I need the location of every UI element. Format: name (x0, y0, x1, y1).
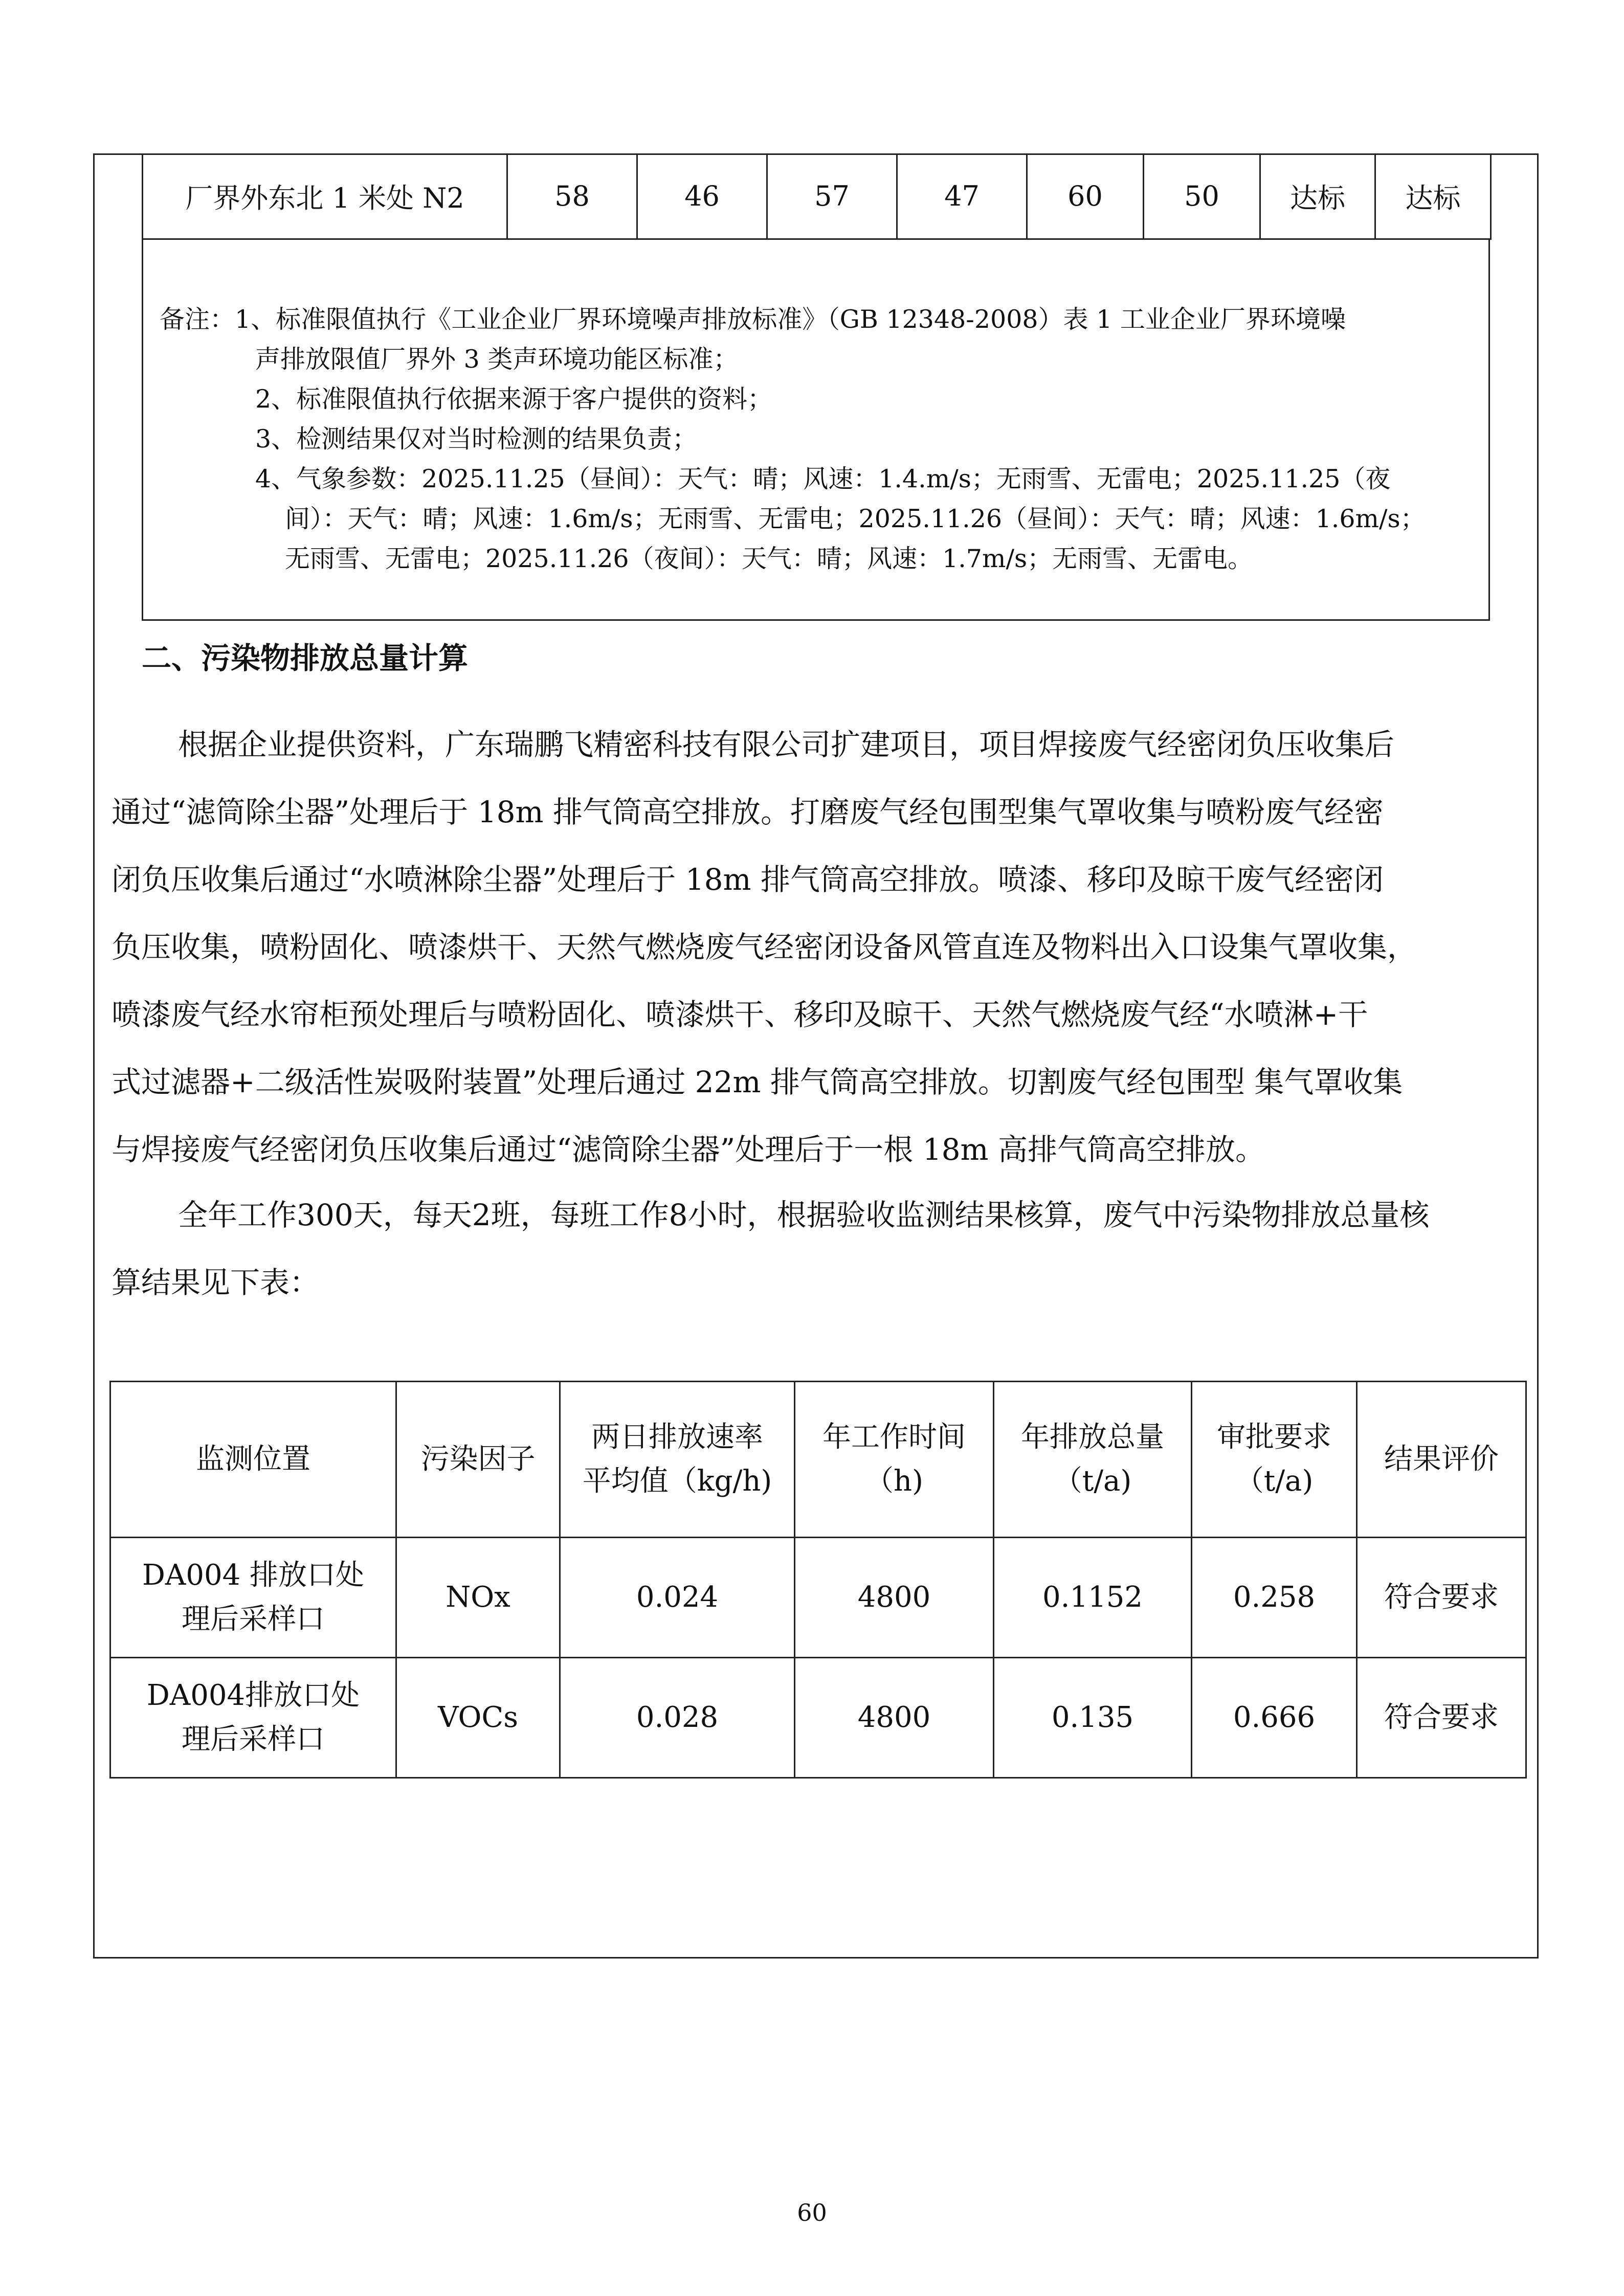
remark-line: 声排放限值厂界外 3 类声环境功能区标准； (255, 345, 739, 374)
cell-location-line: DA004排放口处 (146, 1679, 360, 1712)
noise-eval-night: 达标 (1375, 153, 1491, 239)
noise-value: 57 (767, 153, 897, 239)
cell-result: 符合要求 (1357, 1658, 1526, 1778)
cell-rate: 0.024 (560, 1538, 795, 1658)
paragraph-line: 喷漆废气经水帘柜预处理后与喷粉固化、喷漆烘干、移印及晾干、天然气燃烧废气经“水喷淋+干 (112, 997, 1368, 1032)
cell-hours: 4800 (795, 1538, 994, 1658)
paragraph-line: 负压收集，喷粉固化、喷漆烘干、天然气燃烧废气经密闭设备风管直连及物料出入口设集气罩收集， (112, 930, 1417, 964)
page-number: 60 (797, 2199, 827, 2226)
cell-factor: NOx (396, 1538, 560, 1658)
header-location: 监测位置 (110, 1382, 396, 1538)
cell-approved: 0.258 (1192, 1538, 1357, 1658)
noise-location: 厂界外东北 1 米处 N2 (143, 153, 507, 239)
remark-line: 无雨雪、无雷电；2025.11.26（夜间）：天气：晴；风速：1.7m/s；无雨雪、无雷电。 (285, 544, 1253, 573)
remark-line: 3、检测结果仅对当时检测的结果负责； (255, 424, 698, 454)
paragraph-line: 算结果见下表： (112, 1265, 320, 1300)
paragraph-line: 根据企业提供资料，广东瑞鹏飞精密科技有限公司扩建项目，项目焊接废气经密闭负压收集后 (178, 727, 1395, 762)
cell-location-line: DA004 排放口处 (142, 1559, 365, 1592)
remark-line: 2、标准限值执行依据来源于客户提供的资料； (255, 385, 773, 414)
noise-value: 58 (507, 153, 637, 239)
noise-value: 50 (1144, 153, 1260, 239)
cell-approved: 0.666 (1192, 1658, 1357, 1778)
emission-totals-table (109, 1381, 1527, 1779)
cell-location-line: 理后采样口 (182, 1723, 325, 1756)
paragraph-line: 全年工作300天，每天2班，每班工作8小时，根据验收监测结果核算，废气中污染物排放总量核 (178, 1198, 1430, 1232)
paragraph-1 (112, 711, 1523, 1183)
section-title: 二、污染物排放总量计算 (142, 641, 469, 676)
cell-total: 0.1152 (994, 1538, 1192, 1658)
header-approved (1192, 1382, 1357, 1538)
table-row (110, 1538, 1526, 1658)
header-rate-line: 两日排放速率 (591, 1421, 763, 1454)
table-row (110, 1658, 1526, 1778)
cell-location-line: 理后采样口 (182, 1603, 325, 1636)
header-hours (795, 1382, 994, 1538)
noise-value: 60 (1027, 153, 1144, 239)
header-total-line: （t/a) (1053, 1465, 1132, 1498)
header-rate-line: 平均值（kg/h) (582, 1465, 772, 1498)
remark-line (160, 300, 1474, 340)
remark-line: 4、气象参数：2025.11.25（昼间）：天气：晴；风速：1.4.m/s；无雨雪、无雷电；2025.11.25（夜 (255, 464, 1391, 493)
remark-prefix: 备注： (160, 305, 235, 334)
header-approved-line: （t/a) (1235, 1465, 1314, 1498)
header-rate (560, 1382, 795, 1538)
header-total-line: 年排放总量 (1021, 1421, 1164, 1454)
cell-total: 0.135 (994, 1658, 1192, 1778)
header-hours-line: （h) (865, 1465, 923, 1498)
header-approved-line: 审批要求 (1217, 1421, 1331, 1454)
paragraph-line: 与焊接废气经密闭负压收集后通过“滤筒除尘器”处理后于一根 18m 高排气筒高空排放。 (112, 1132, 1265, 1167)
paragraph-line: 通过“滤筒除尘器”处理后于 18m 排气筒高空排放。打磨废气经包围型集气罩收集与喷粉废气经密 (112, 795, 1384, 829)
remarks-box (142, 238, 1490, 621)
noise-value: 47 (897, 153, 1027, 239)
header-result: 结果评价 (1357, 1382, 1526, 1538)
table-row (143, 153, 1491, 239)
cell-rate: 0.028 (560, 1658, 795, 1778)
table-header-row (110, 1382, 1526, 1538)
cell-factor: VOCs (396, 1658, 560, 1778)
noise-table (142, 153, 1492, 240)
noise-value: 46 (637, 153, 767, 239)
cell-hours: 4800 (795, 1658, 994, 1778)
cell-location (110, 1538, 396, 1658)
noise-eval-day: 达标 (1260, 153, 1375, 239)
paragraph-line: 式过滤器+二级活性炭吸附装置”处理后通过 22m 排气筒高空排放。切割废气经包围型 集气罩收集 (112, 1065, 1403, 1099)
cell-location (110, 1658, 396, 1778)
paragraph-2 (112, 1181, 1523, 1316)
header-total (994, 1382, 1192, 1538)
cell-result: 符合要求 (1357, 1538, 1526, 1658)
header-factor: 污染因子 (396, 1382, 560, 1538)
remark-line: 间）：天气：晴；风速：1.6m/s；无雨雪、无雷电；2025.11.26（昼间）：天气：晴；风速：1.6m/s； (285, 504, 1426, 533)
remark-text: 1、标准限值执行《工业企业厂界环境噪声排放标准》（GB 12348-2008）表 1 工业企业厂界环境噪 (235, 305, 1346, 334)
header-hours-line: 年工作时间 (822, 1421, 966, 1454)
paragraph-line: 闭负压收集后通过“水喷淋除尘器”处理后于 18m 排气筒高空排放。喷漆、移印及晾干废气经密闭 (112, 862, 1384, 897)
